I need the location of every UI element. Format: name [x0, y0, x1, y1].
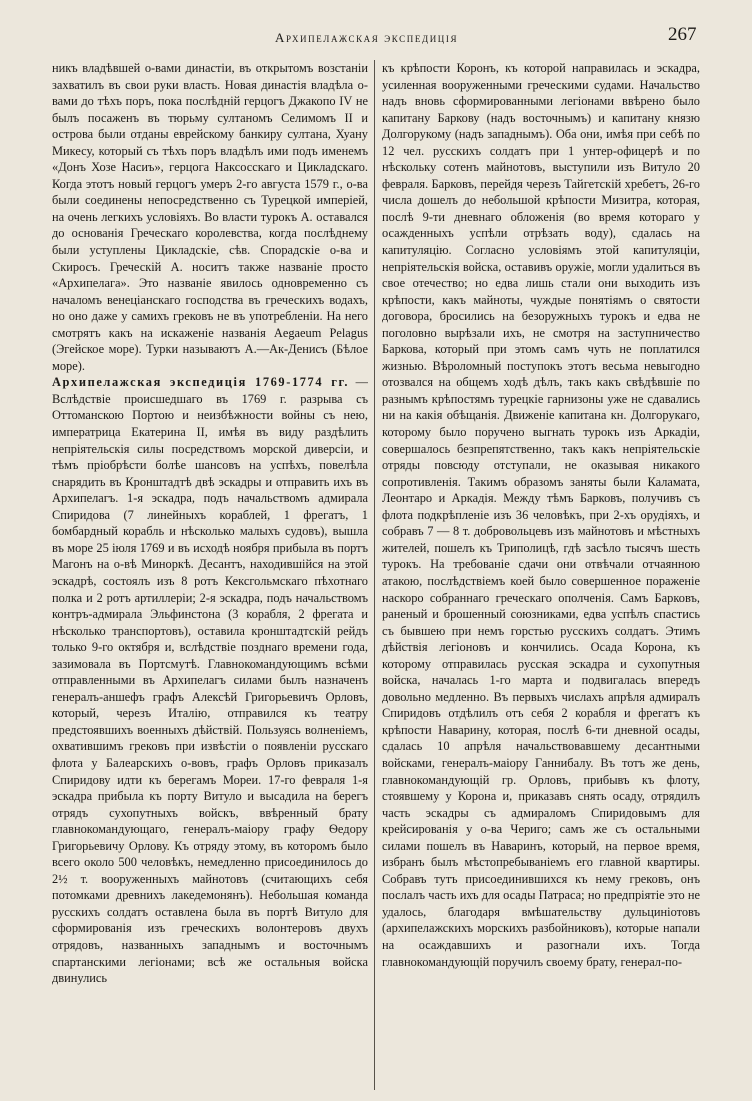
- article-body: — Вслѣдствіе происшедшаго въ 1769 г. разрыва съ Оттоманскою Портою и неизбѣжности войны съ нею, императрица Екатерина II, имѣя въ виду раздѣлить непріятельскія силы посредствомъ морской диверсіи, и тѣмъ пріобрѣсти болѣе шансовъ на успѣхъ, повелѣла снарядить въ Кронштадтѣ двѣ эскадры и отправить ихъ въ Архипелагъ. 1-я эскадра, подъ начальствомъ адмирала Спиридова (7 линейныхъ кораблей, 1 фрегатъ, 1 бомбардный корабль и нѣсколько малыхъ судовъ), вышла въ море 25 іюля 1769 и въ исходѣ ноября прибыла въ портъ Магонъ на о-вѣ Миноркѣ. Десантъ, находившійся на этой эскадрѣ, состоялъ изъ 8 ротъ Кексгольмскаго пѣхотнаго полка и 2 ротъ артиллеріи; 2-я эскадра, подъ начальствомъ контръ-адмирала Эльфинстона (3 корабля, 2 фрегата и нѣсколько транспортовъ), оставила кронштадтскій рейдъ только 9-го октября и, вслѣдствіе позднаго времени года, зазимовала въ Портсмутѣ. Главнокомандующимъ всѣми отправленными въ Архипелагъ силами былъ назначенъ генералъ-аншефъ графъ Алексѣй Григорьевичъ Орловъ, который, черезъ Италію, отправился къ театру предстоявшихъ военныхъ дѣйствій. Пользуясь волненіемъ, охватившимъ грековъ при извѣстіи о появленіи русскаго флота у Балеарскихъ о-вовъ, графъ Орловъ приказалъ Спиридову идти къ берегамъ Мореи. 17-го февраля 1-я эскадра прибыла къ порту Витуло и высадила на берегъ отрядъ сухопутныхъ войскъ, ввѣренный брату главнокомандующаго, генералъ-маіору графу Ѳедору Григорьевичу Орлову. Къ отряду этому, въ которомъ было всего около 500 человѣкъ, немедленно присоединилось до 2½ т. вооруженныхъ майнотовъ (считающихъ себя потомками древнихъ лакедемонянъ). Небольшая команда русскихъ солдатъ оставлена была въ портѣ Витуло для сформированія изъ греческихъ волонтеровъ двухъ отрядовъ, названныхъ западнымъ и восточнымъ спартанскими легіонами; всѣ же остальныя войска двинулись: [52, 375, 368, 986]
- page-header: [0, 22, 752, 52]
- column-divider: [374, 60, 375, 1090]
- left-paragraph-2: [52, 374, 368, 986]
- right-paragraph-1: къ крѣпости Коронъ, къ которой направилась и эскадра, усиленная вооруженными греческими судами. Начальство надъ вновь сформированными легіонами ввѣрено было капитану Баркову (надъ восточнымъ) и капитану князю Долгорукому (надъ западнымъ). Оба они, имѣя при себѣ по 12 чел. русскихъ солдатъ при 1 унтер-офицерѣ и по нѣскольку сотенъ майнотовъ, выступили изъ Витуло 20 февраля. Барковъ, перейдя черезъ Тайгетскій хребетъ, 26-го числа дошелъ до небольшой крѣпости Мизитра, которая, послѣ 9-ти дневнаго обложенія (во время котораго у осажденныхъ успѣли отрѣзать воду), сдалась на капитуляцію. Согласно условіямъ этой капитуляціи, непріятельскія войска, оставивъ оружіе, могли удалиться въ свое отечество; но едва лишь стали они выходить изъ крѣпости, какъ майноты, чуждые понятіямъ о святости договора, бросились на безоружныхъ турокъ и едва не поголовно вырѣзали ихъ, не смотря на заступничество Баркова, который при этомъ самъ чуть не поплатился жизнью. Вѣроломный поступокъ этотъ весьма невыгодно отозвался на общемъ ходѣ дѣлъ, такъ какъ свѣдѣвшіе по разнымъ крѣпостямъ турецкіе гарнизоны уже не сдавались ни на какія обѣщанія. Движеніе капитана кн. Долгорукаго, которому было поручено выгнать турокъ изъ Аркадіи, совершалось безпрепятственно, такъ какъ непріятельскіе отряды повсюду отступали, не оказывая никакого сопротивленія. Такимъ образомъ заняты были Каламата, Леонтаро и Аркадія. Между тѣмъ Барковъ, получивъ съ флота подкрѣпленіе изъ 36 человѣкъ, при 2-хъ орудіяхъ, и собравъ 7 — 8 т. добровольцевъ изъ майнотовъ и мѣстныхъ жителей, пошелъ къ Триполицѣ, гдѣ засѣло тысячъ шесть турокъ. На требованіе сдачи они отвѣчали отчаянною атакою, послѣдствіемъ коей было совершенное пораженіе наскоро собраннаго греческаго ополченія. Самъ Барковъ, раненый и брошенный союзниками, едва успѣлъ спастись съ бывшею при немъ горстью русскихъ солдатъ. Этимъ дѣйствія легіоновъ и кончились. Осада Корона, къ которому отправилась русская эскадра и сухопутныя войска, началась 1-го марта и подвигалась впередъ довольно медленно. Въ первыхъ числахъ апрѣля адмиралъ Спиридовъ отдѣлилъ отъ себя 2 корабля и фрегатъ къ крѣпости Наварину, которая, послѣ 6-ти дневной осады, сдалась 10 апрѣля начальствовавшему десантными войсками, генералъ-маіору Ганнибалу. Въ тотъ же день, главнокомандующій гр. Орловъ, прибывъ къ флоту, стоявшему у Корона и, приказавъ снять осаду, отрядилъ часть эскадры съ адмираломъ Спиридовымъ для крейсированія у о-ва Чериго; самъ же съ остальными силами пошелъ въ Наваринъ, который, на первое время, избранъ былъ мѣстопребываніемъ его главной квартиры. Собравъ тутъ присоединившихся къ нему грековъ, онъ послалъ часть ихъ для осады Патраса; но предпріятіе это не удалось, благодаря вмѣшательству дульциніотовъ (архипелажскихъ морскихъ разбойниковъ), которые напали на осаждавшихъ и разогнали ихъ. Тогда главнокомандующій поручилъ своему брату, генерал-по-: [382, 61, 700, 969]
- left-paragraph-1: никъ владѣвшей о-вами династіи, въ открытомъ возстаніи захватилъ въ свои руки власть. Новая династія владѣла о-вами до тѣхъ поръ, пока послѣдній герцогъ Джакопо IV не былъ посаженъ въ тюрьму султаномъ Селимомъ II и острова были отданы еврейскому банкиру султана, Хуану Микесу, который съ тѣхъ поръ владѣлъ ими подъ именемъ «Донъ Хозе Насиъ», герцога Наксосскаго и Цикладскаго. Когда этотъ новый герцогъ умеръ 2-го августа 1579 г., о-ва были соединены непосредственно съ Турецкой имперіей, на очень легкихъ условіяхъ. Во власти турокъ А. оставался до основанія Греческаго королевства, когда послѣднему были уступлены Цикладскіе, сѣв. Спорадскіе о-ва и Скиросъ. Греческій А. носитъ также названіе просто «Архипелага». Это названіе явилось одновременно съ началомъ венеціанскаго господства въ греческихъ водахъ, но оно даже у самихъ грековъ не въ употребленіи. На него смотрятъ какъ на искаженіе названія Aegaeum Pelagus (Эгейское море). Турки называютъ А.—Ак-Денисъ (Бѣлое море).: [52, 61, 368, 373]
- right-column: [382, 60, 700, 1090]
- left-column: [52, 60, 368, 1090]
- article-heading: Архипелажская экспедиція 1769-1774 гг.: [52, 375, 350, 390]
- running-title: Архипелажская экспедиція: [275, 30, 459, 45]
- page-number: 267: [668, 24, 697, 45]
